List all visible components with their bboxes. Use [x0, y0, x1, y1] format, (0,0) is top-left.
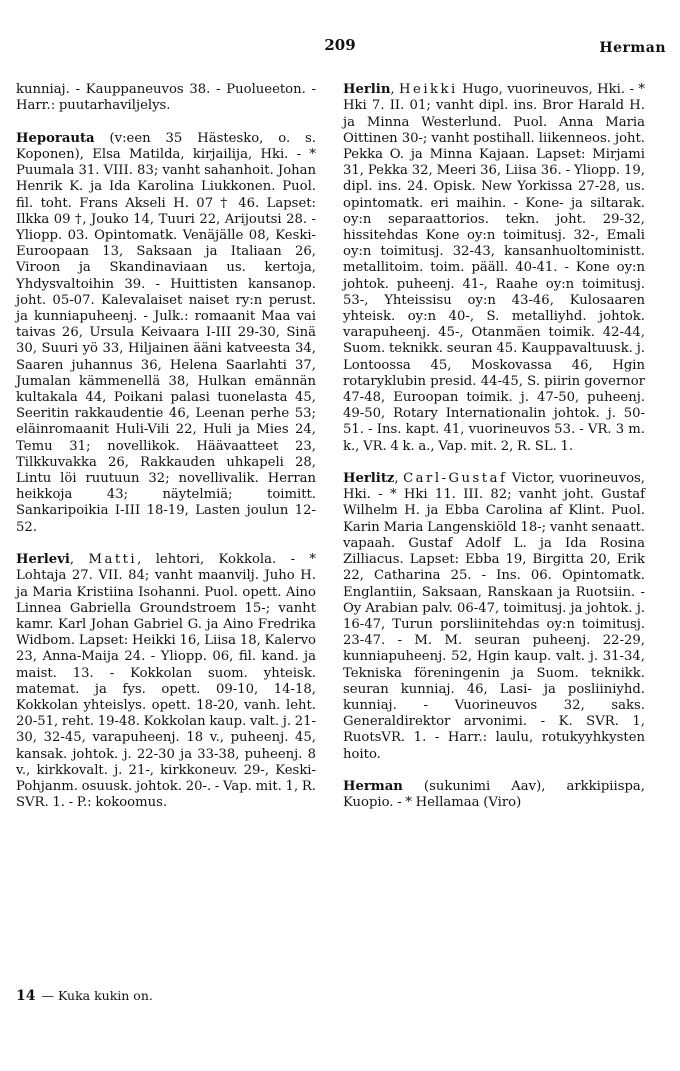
entry-herlitz: Herlitz, Carl-Gustaf Victor, vuorineuvos, Hki. - * Hki 11. III. 82; vanht joht. Gustaf Wilhelm H. ja Ebba Carolina af Klint. Puol. Karin Maria Langenskiöld 18-; vanht senaatt. vapaah. Gustaf Adolf L. ja Ida Rosina Zilliacus. Lapset: Ebba 19, Birgitta 20, Erik 22, Catharina 25. - Ins. 06. Opintomatk. Englantiin, Saksaan, Ranskaan ja Ruotsiin. - Oy Arabian palv. 06-47, toimitusj. ja johtok. j. 16-47, Turun porsliinitehdas oy:n toimitusj. 23-47. - M. M. seuran puheenj. 22-29, kunniapuheenj. 52, Hgin kaup. valt. j. 31-34, Tekniska föreningenin ja Suom. teknikk. seuran kunniaj. 46, Lasi- ja posliiniyhd. kunniaj. - Vuorineuvos 32, saks. Generaldirektor arvonimi. - K. SVR. 1, RuotsVR. 1. - Harr.: laulu, rotukyyhkysten hoito.: [343, 471, 645, 762]
entry-headword: Herlitz: [343, 471, 395, 487]
left-column: [16, 66, 316, 828]
entry-headword: Herman: [343, 778, 403, 794]
running-head: Herman: [599, 40, 666, 56]
entry-herman: [343, 779, 645, 811]
entry-headword: Herlevi: [16, 552, 70, 568]
entry-given-name: Matti: [88, 552, 138, 568]
page-number: 209: [324, 36, 356, 54]
entry-heporauta: [16, 131, 316, 536]
right-column: [343, 66, 645, 828]
footer-signature: [16, 988, 153, 1004]
signature-number: 14: [16, 988, 36, 1004]
entry-herlin: Herlin, Heikki Hugo, vuorineuvos, Hki. - * Hki 7. II. 01; vanht dipl. ins. Bror Harald H. ja Minna Westerlund. Puol. Anna Maria Oittinen 30-; vanht postihall. liikenneos. joht. Pekka O. ja Minna Kajaan. Lapset: Mirjami 31, Pekka 32, Meeri 36, Liisa 36. - Yliopp. 19, dipl. ins. 24. Opisk. New Yorkissa 27-28, us. opintomatk. eri maihin. - Kone- ja siltarak. oy:n separaattorios. tekn. joht. 29-32, hissitehdas Kone oy:n toimitusj. 32-, Emali oy:n toimitusj. 32-43, kansanhuoltoministt. metallitoim. toim. pääll. 40-41. - Kone oy:n johtok. puheenj. 41-, Raahe oy:n toimitusj. 53-, Yhteissisu oy:n 43-46, Kulosaaren yhteisk. oy:n 40-, S. metalliyhd. johtok. varapuheenj. 45-, Otanmäen toimik. 42-44, Suom. teknikk. seuran 45. Kauppavaltuusk. j. Lontoossa 45, Moskovassa 46, Hgin rotaryklubin presid. 44-45, S. piirin governor 47-48, Euroopan toimik. j. 47-50, puheenj. 49-50, Rotary Internationalin johtok. j. 50-51. - Ins. kapt. 41, vuorineuvos 53. - VR. 3 m. k., VR. 4 k. a., Vap. mit. 2, R. SL. 1.: [343, 82, 645, 454]
entry-herlevi: Herlevi, Matti, lehtori, Kokkola. - * Lohtaja 27. VII. 84; vanht maanvilj. Juho H. ja Maria Kristiina Isohanni. Puol. opett. Aino Linnea Gabriella Groundstroem 15-; vanht kamr. Karl Johan Gabriel G. ja Aino Fredrika Widbom. Lapset: Heikki 16, Liisa 18, Kalervo 23, Anna-Maija 24. - Yliopp. 06, fil. kand. ja maist. 13. - Kokkolan suom. yhteisk. matemat. ja fys. opett. 09-10, 14-18, Kokkolan yhteislys. opett. 18-20, vanh. leht. 20-51, reht. 19-48. Kokkolan kaup. valt. j. 21-30, 32-45, varapuheenj. 18 v., puheenj. 45, kansak. johtok. j. 22-30 ja 33-38, puheenj. 8 v., kirkkovalt. j. 21-, kirkkoneuv. 29-, Keski-Pohjanm. osuusk. johtok. 20-. - Vap. mit. 1, R. SVR. 1. - P.: kokoomus.: [16, 552, 316, 811]
entry-text: Hugo, vuorineuvos, Hki. - * Hki 7. II. 01; vanht dipl. ins. Bror Harald H. ja Minna Westerlund. Puol. Anna Maria Oittinen 30-; vanht postihall. liikenneos. joht. Pekka O. ja Minna Kajaan. Lapset: Mirjami 31, Pekka 32, Meeri 36, Liisa 36. - Yliopp. 19, dipl. ins. 24. Opisk. New Yorkissa 27-28, us. opintomatk. eri maihin. - Kone- ja siltarak. oy:n separaattorios. tekn. joht. 29-32, hissitehdas Kone oy:n toimitusj. 32-, Emali oy:n toimitusj. 32-43, kansanhuoltoministt. metallitoim. toim. pääll. 40-41. - Kone oy:n johtok. puheenj. 41-, Raahe oy:n toimitusj. 53-, Yhteissisu oy:n 43-46, Kulosaaren yhteisk. oy:n 40-, S. metalliyhd. johtok. varapuheenj. 45-, Otanmäen toimik. 42-44, Suom. teknikk. seuran 45. Kauppavaltuusk. j. Lontoossa 45, Moskovassa 46, Hgin rotaryklubin presid. 44-45, S. piirin governor 47-48, Euroopan toimik. j. 47-50, puheenj. 49-50, Rotary Internationalin johtok. j. 50-51. - Ins. kapt. 41, vuorineuvos 53. - VR. 3 m. k., VR. 4 k. a., Vap. mit. 2, R. SL. 1.: [343, 82, 645, 454]
entry-text: (v:een 35 Hästesko, o. s. Koponen), Elsa Matilda, kirjailija, Hki. - * Puumala 31. VIII. 83; vanht sahanhoit. Johan Henrik K. ja Ida Karolina Liukkonen. Puol. fil. toht. Frans Akseli H. 07 † 46. Lapset: Ilkka 09 †, Jouko 14, Tuuri 22, Arijoutsi 28. - Yliopp. 03. Opintomatk. Venäjälle 08, Keski-Euroopaan 13, Saksaan ja Italiaan 26, Viroon ja Skandinaviaan us. kertoja, Yhdysvaltoihin 39. - Huittisten kansanop. joht. 05-07. Kalevalaiset naiset ry:n perust. ja kunniapuheenj. - Julk.: romaanit Maa vai taivas 26, Ursula Keivaara I-III 29-30, Sinä 30, Suuri yö 33, Hiljainen ääni katveesta 34, Saaren juhannus 36, Helena Saarlahti 37, Jumalan kämmenellä 38, Hulkan emännän kultakala 44, Poikani palasi tuonelasta 45, Seeritin rakkaudentie 46, Leenan perhe 53; eläinromaanit Huli-Vili 22, Huli ja Mies 24, Temu 31; novellikok. Häävaatteet 23, Tilkkuvakka 26, Rakkauden uhkapeli 28, Lintu löi ruutuun 32; novellivalik. Herran heikkoja 43; näytelmiä; toimitt. Sankaripoikia I-III 18-19, Lasten joulun 12-52.: [16, 130, 316, 535]
entry-text: kunniaj. - Kauppaneuvos 38. - Puolueeton. - Harr.: puutarhaviljelys.: [16, 82, 316, 114]
entry-text: (sukunimi Aav), arkkipiispa, Kuopio. - * Hellamaa (Viro): [343, 778, 645, 811]
signature-text: — Kuka kukin on.: [41, 988, 153, 1003]
entry-given-name: Heikki: [399, 82, 458, 98]
entry-continuation: [16, 82, 316, 114]
entry-headword: Heporauta: [16, 130, 95, 146]
entry-text: Victor, vuorineuvos, Hki. - * Hki 11. III. 82; vanht joht. Gustaf Wilhelm H. ja Ebba Carolina af Klint. Puol. Karin Maria Langenskiöld 18-; vanht senaatt. vapaah. Gustaf Adolf L. ja Ida Rosina Zilliacus. Lapset: Ebba 19, Birgitta 20, Erik 22, Catharina 25. - Ins. 06. Opintomatk. Englantiin, Saksaan, Ranskaan ja Ruotsiin. - Oy Arabian palv. 06-47, toimitusj. ja johtok. j. 16-47, Turun porsliinitehdas oy:n toimitusj. 23-47. - M. M. seuran puheenj. 22-29, kunniapuheenj. 52, Hgin kaup. valt. j. 31-34, Tekniska föreningenin ja Suom. teknikk. seuran kunniaj. 46, Lasi- ja posliiniyhd. kunniaj. - Vuorineuvos 32, saks. Generaldirektor arvonimi. - K. SVR. 1, RuotsVR. 1. - Harr.: laulu, rotukyyhkysten hoito.: [343, 471, 645, 762]
entry-text: , lehtori, Kokkola. - * Lohtaja 27. VII. 84; vanht maanvilj. Juho H. ja Maria Kristiina Isohanni. Puol. opett. Aino Linnea Gabriella Groundstroem 15-; vanht kamr. Karl Johan Gabriel G. ja Aino Fredrika Widbom. Lapset: Heikki 16, Liisa 18, Kalervo 23, Anna-Maija 24. - Yliopp. 06, fil. kand. ja maist. 13. - Kokkolan suom. yhteisk. matemat. ja fys. opett. 09-10, 14-18, Kokkolan yhteislys. opett. 18-20, vanh. leht. 20-51, reht. 19-48. Kokkolan kaup. valt. j. 21-30, 32-45, varapuheenj. 18 v., puheenj. 45, kansak. johtok. j. 22-30 ja 33-38, puheenj. 8 v., kirkkovalt. j. 21-, kirkkoneuv. 29-, Keski-Pohjanm. osuusk. johtok. 20-. - Vap. mit. 1, R. SVR. 1. - P.: kokoomus.: [16, 552, 316, 811]
entry-headword: Herlin: [343, 82, 391, 98]
entry-given-name: Carl-Gustaf: [403, 471, 508, 487]
